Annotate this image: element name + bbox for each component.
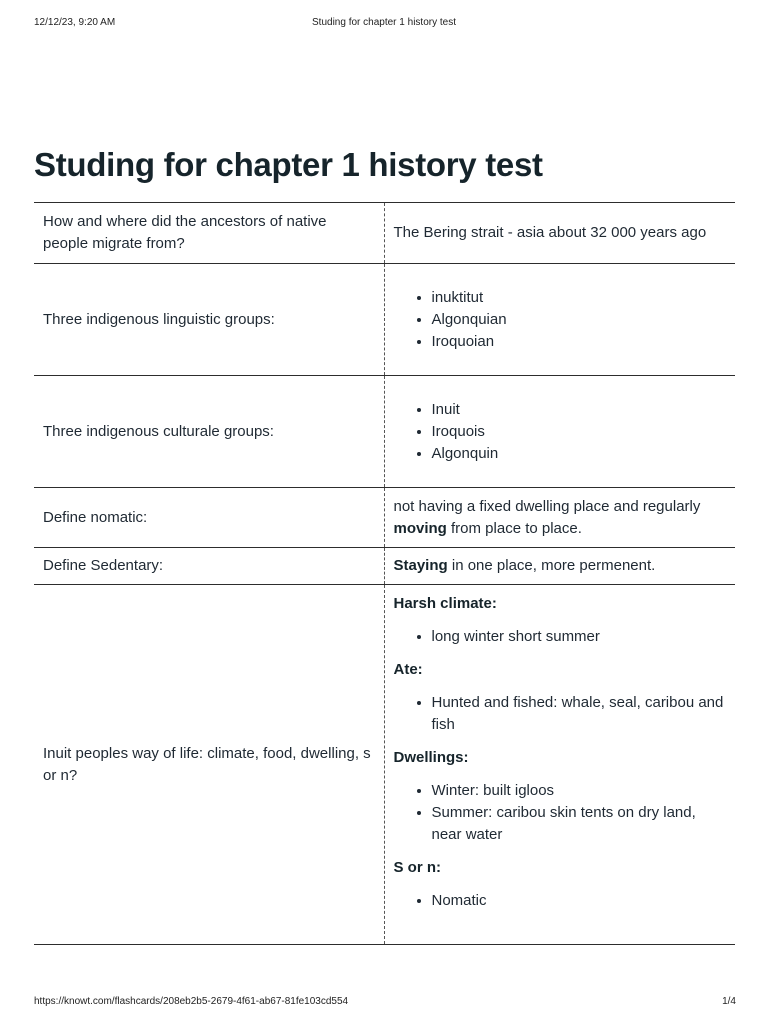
answer-list — [394, 287, 726, 353]
answer-list — [394, 890, 726, 912]
list-item: • Inuit — [432, 399, 726, 421]
section-heading: Ate: — [393, 661, 423, 678]
card-question: How and where did the ancestors of native people migrate from? — [34, 203, 384, 264]
section-heading: Harsh climate: — [393, 595, 497, 612]
section-heading: S or n: — [393, 859, 441, 876]
list-item: • Hunted and fished: whale, seal, caribou and fish — [432, 692, 726, 736]
card-question: Inuit peoples way of life: climate, food, dwelling, s or n? — [34, 585, 384, 945]
flashcard-row — [34, 264, 735, 376]
flashcard-row — [34, 548, 735, 585]
print-page-number: 1/4 — [722, 996, 736, 1007]
flashcard-row — [34, 376, 735, 488]
flashcard-row — [34, 488, 735, 548]
answer-text: from place to place. — [446, 519, 582, 537]
answer-text: in one place, more permenent. — [447, 557, 656, 574]
answer-list — [394, 780, 726, 846]
print-url: https://knowt.com/flashcards/208eb2b5-2679-4f61-ab67-81fe103cd554 — [34, 996, 349, 1007]
answer-list — [394, 692, 726, 736]
list-item: • Iroquoian — [432, 331, 726, 353]
list-item: • Summer: caribou skin tents on dry land, near water — [432, 802, 726, 846]
flashcard-row — [34, 585, 735, 945]
card-question: Three indigenous linguistic groups: — [34, 264, 384, 376]
answer-list — [394, 399, 726, 465]
card-answer — [384, 376, 735, 488]
answer-text: not having a fixed dwelling place and regularly — [393, 497, 701, 515]
card-answer — [384, 488, 735, 548]
card-answer — [384, 585, 735, 945]
list-item: • Algonquian — [432, 309, 726, 331]
list-item: • Nomatic — [432, 890, 726, 912]
card-question: Define nomatic: — [34, 488, 384, 548]
page-title: Studing for chapter 1 history test — [34, 146, 543, 183]
list-item: • Algonquin — [432, 443, 726, 465]
flashcard-table — [34, 202, 735, 945]
list-item: • Iroquois — [432, 421, 726, 443]
print-datetime: 12/12/23, 9:20 AM — [34, 17, 116, 28]
list-item: • long winter short summer — [432, 626, 726, 648]
card-answer — [384, 548, 735, 585]
section-heading: Dwellings: — [393, 749, 469, 766]
card-answer — [384, 264, 735, 376]
answer-emphasis: moving — [393, 519, 447, 537]
card-question: Three indigenous culturale groups: — [34, 376, 384, 488]
answer-emphasis: Staying — [393, 557, 448, 574]
list-item: • inuktitut — [432, 287, 726, 309]
print-page-title: Studing for chapter 1 history test — [312, 17, 456, 28]
answer-list — [394, 626, 726, 648]
list-item: • Winter: built igloos — [432, 780, 726, 802]
flashcard-row — [34, 203, 735, 264]
card-question: Define Sedentary: — [34, 548, 384, 585]
card-answer: The Bering strait - asia about 32 000 years ago — [384, 203, 735, 264]
